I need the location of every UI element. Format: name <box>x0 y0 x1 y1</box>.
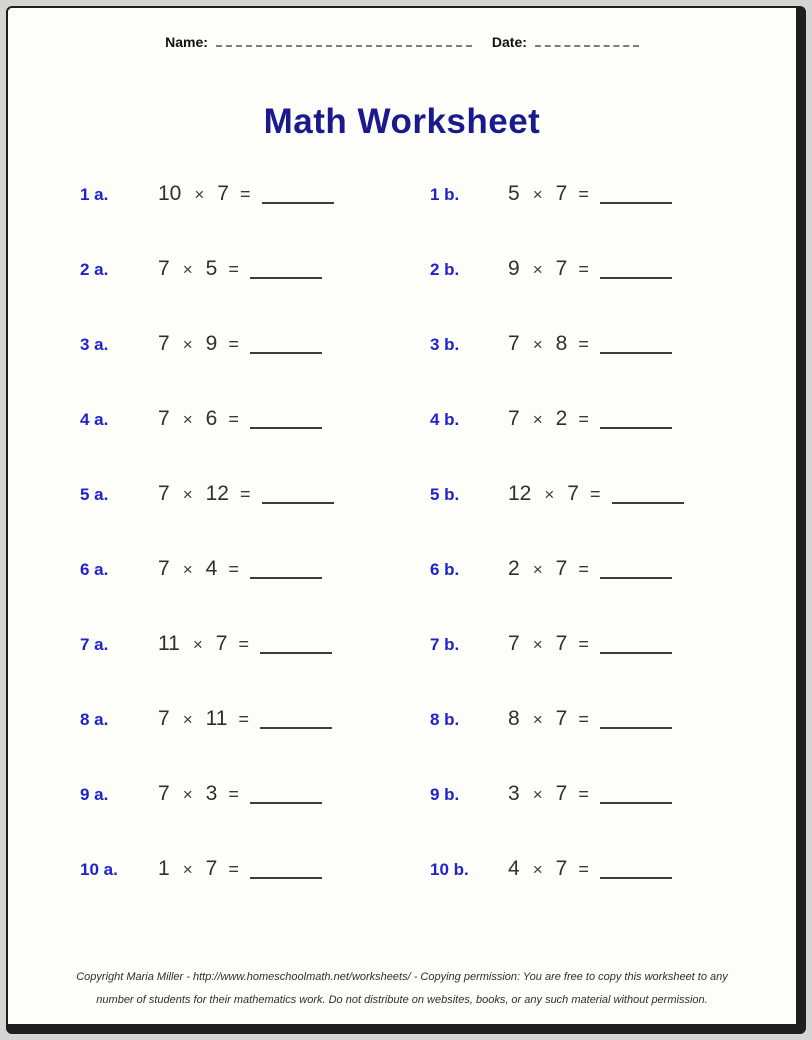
footer-line-2: number of students for their mathematics work. Do not distribute on websites, books, or any such material without permission. <box>96 994 708 1006</box>
times-sign: × <box>182 560 193 579</box>
factor-2: 9 <box>205 332 218 355</box>
times-sign: × <box>532 335 543 354</box>
times-sign: × <box>182 785 193 804</box>
problem-4b <box>402 407 796 482</box>
problem-expression <box>508 557 672 580</box>
problem-10a <box>8 857 402 932</box>
problem-expression <box>158 782 322 805</box>
equals-sign: = <box>578 334 589 354</box>
equals-sign: = <box>239 184 251 204</box>
problem-label: 6 b. <box>430 560 460 579</box>
factor-1: 7 <box>158 407 170 430</box>
problem-2b <box>402 257 796 332</box>
equals-sign: = <box>578 859 589 879</box>
factor-2: 7 <box>555 707 568 730</box>
factor-1: 7 <box>508 407 520 430</box>
problem-label: 8 a. <box>80 710 109 729</box>
problem-expression <box>508 632 672 655</box>
factor-1: 7 <box>158 332 170 355</box>
times-sign: × <box>532 560 543 579</box>
problem-1b <box>402 182 796 257</box>
times-sign: × <box>532 185 543 204</box>
problem-5a <box>8 482 402 557</box>
factor-2: 6 <box>205 407 218 430</box>
problem-expression <box>508 407 672 430</box>
problem-expression <box>508 707 672 730</box>
problem-expression <box>158 707 332 730</box>
problem-7b <box>402 632 796 707</box>
name-fill-line[interactable] <box>216 45 472 47</box>
times-sign: × <box>544 485 555 504</box>
factor-1: 7 <box>158 257 170 280</box>
problem-row <box>8 632 796 707</box>
problem-expression <box>158 632 332 655</box>
factor-2: 7 <box>555 557 568 580</box>
times-sign: × <box>532 785 543 804</box>
problem-row <box>8 182 796 257</box>
equals-sign: = <box>578 709 589 729</box>
factor-2: 7 <box>555 857 568 880</box>
problems-grid <box>8 182 796 932</box>
problem-expression <box>508 857 672 880</box>
problem-row <box>8 482 796 557</box>
equals-sign: = <box>578 184 589 204</box>
problem-10b <box>402 857 796 932</box>
factor-2: 7 <box>555 182 568 205</box>
equals-sign: = <box>228 334 239 354</box>
answer-blank[interactable] <box>600 277 672 279</box>
factor-2: 5 <box>205 257 218 280</box>
problem-label: 7 b. <box>430 635 460 654</box>
answer-blank[interactable] <box>600 577 672 579</box>
problem-label: 2 a. <box>80 260 109 279</box>
equals-sign: = <box>239 484 251 504</box>
problem-label: 9 a. <box>80 785 109 804</box>
problem-row <box>8 257 796 332</box>
factor-1: 7 <box>158 482 170 505</box>
page-title: Math Worksheet <box>263 102 541 141</box>
problem-label: 5 a. <box>80 485 109 504</box>
problem-5b <box>402 482 796 557</box>
factor-1: 1 <box>158 857 170 880</box>
times-sign: × <box>532 410 543 429</box>
problem-6b <box>402 557 796 632</box>
answer-blank[interactable] <box>262 502 334 504</box>
factor-1: 10 <box>158 182 182 205</box>
factor-2: 4 <box>205 557 218 580</box>
factor-1: 7 <box>508 632 520 655</box>
factor-1: 11 <box>158 632 180 655</box>
factor-2: 3 <box>205 782 218 805</box>
problem-label: 10 b. <box>430 860 469 879</box>
factor-2: 11 <box>205 707 228 730</box>
factor-2: 7 <box>555 782 568 805</box>
problem-6a <box>8 557 402 632</box>
problem-label: 8 b. <box>430 710 460 729</box>
problem-label: 6 a. <box>80 560 109 579</box>
equals-sign: = <box>238 709 249 729</box>
times-sign: × <box>182 260 193 279</box>
factor-1: 7 <box>158 557 170 580</box>
problem-8b <box>402 707 796 782</box>
answer-blank[interactable] <box>600 802 672 804</box>
problem-4a <box>8 407 402 482</box>
factor-2: 7 <box>555 632 568 655</box>
times-sign: × <box>182 335 193 354</box>
answer-blank[interactable] <box>600 202 672 204</box>
problem-expression <box>508 782 672 805</box>
factor-1: 12 <box>508 482 532 505</box>
answer-blank[interactable] <box>250 802 322 804</box>
problem-expression <box>158 482 334 505</box>
times-sign: × <box>532 710 543 729</box>
times-sign: × <box>192 635 203 654</box>
times-sign: × <box>532 860 543 879</box>
problem-2a <box>8 257 402 332</box>
times-sign: × <box>182 485 193 504</box>
equals-sign: = <box>578 559 589 579</box>
answer-blank[interactable] <box>600 652 672 654</box>
times-sign: × <box>182 410 193 429</box>
factor-2: 2 <box>555 407 568 430</box>
problem-expression <box>158 332 322 355</box>
factor-2: 7 <box>555 257 568 280</box>
times-sign: × <box>532 260 543 279</box>
answer-blank[interactable] <box>260 727 332 729</box>
equals-sign: = <box>578 259 589 279</box>
times-sign: × <box>194 185 205 204</box>
problem-label: 4 a. <box>80 410 109 429</box>
equals-sign: = <box>578 784 589 804</box>
answer-blank[interactable] <box>250 277 322 279</box>
answer-blank[interactable] <box>600 727 672 729</box>
equals-sign: = <box>228 859 239 879</box>
equals-sign: = <box>578 409 589 429</box>
problem-expression <box>158 257 322 280</box>
problem-expression <box>158 407 322 430</box>
problem-expression <box>508 257 672 280</box>
date-label: Date: <box>491 34 527 50</box>
problem-expression <box>158 857 322 880</box>
problem-expression <box>508 482 684 505</box>
factor-1: 4 <box>508 857 520 880</box>
factor-2: 7 <box>567 482 579 505</box>
name-date-header <box>8 34 796 50</box>
answer-blank[interactable] <box>600 877 672 879</box>
factor-1: 8 <box>508 707 520 730</box>
problem-label: 1 a. <box>80 185 109 204</box>
problem-expression <box>508 332 672 355</box>
equals-sign: = <box>238 634 249 654</box>
problem-label: 9 b. <box>430 785 460 804</box>
problem-7a <box>8 632 402 707</box>
factor-1: 7 <box>158 782 170 805</box>
times-sign: × <box>182 860 193 879</box>
name-label: Name: <box>165 34 208 50</box>
date-fill-line[interactable] <box>535 45 639 47</box>
footer-line-1: Copyright Maria Miller - http://www.homeschoolmath.net/worksheets/ - Copying permission: You are free to copy this worksheet to any <box>76 971 728 983</box>
equals-sign: = <box>578 634 589 654</box>
times-sign: × <box>532 635 543 654</box>
problem-label: 7 a. <box>80 635 109 654</box>
problem-label: 5 b. <box>430 485 460 504</box>
equals-sign: = <box>228 259 239 279</box>
equals-sign: = <box>589 484 601 504</box>
factor-1: 7 <box>508 332 520 355</box>
problem-row <box>8 407 796 482</box>
problem-label: 3 a. <box>80 335 109 354</box>
problem-row <box>8 857 796 932</box>
problem-row <box>8 332 796 407</box>
factor-1: 9 <box>508 257 520 280</box>
answer-blank[interactable] <box>250 352 322 354</box>
times-sign: × <box>182 710 193 729</box>
answer-blank[interactable] <box>250 877 322 879</box>
problem-expression <box>158 557 322 580</box>
problem-label: 2 b. <box>430 260 460 279</box>
answer-blank[interactable] <box>600 427 672 429</box>
problem-3a <box>8 332 402 407</box>
answer-blank[interactable] <box>250 577 322 579</box>
factor-2: 7 <box>215 632 228 655</box>
problem-label: 4 b. <box>430 410 460 429</box>
factor-1: 2 <box>508 557 520 580</box>
problem-9b <box>402 782 796 857</box>
answer-blank[interactable] <box>260 652 332 654</box>
factor-2: 8 <box>555 332 568 355</box>
problem-row <box>8 557 796 632</box>
equals-sign: = <box>228 559 239 579</box>
problem-3b <box>402 332 796 407</box>
problem-row <box>8 782 796 857</box>
problem-9a <box>8 782 402 857</box>
problem-8a <box>8 707 402 782</box>
answer-blank[interactable] <box>250 427 322 429</box>
problem-expression <box>508 182 672 205</box>
factor-2: 7 <box>205 857 218 880</box>
factor-1: 3 <box>508 782 520 805</box>
answer-blank[interactable] <box>262 202 334 204</box>
copyright-footer <box>8 966 796 1012</box>
factor-2: 7 <box>217 182 229 205</box>
factor-1: 7 <box>158 707 170 730</box>
problem-expression <box>158 182 334 205</box>
problem-label: 10 a. <box>80 860 118 879</box>
problem-label: 3 b. <box>430 335 460 354</box>
problem-1a <box>8 182 402 257</box>
problem-row <box>8 707 796 782</box>
answer-blank[interactable] <box>600 352 672 354</box>
answer-blank[interactable] <box>612 502 684 504</box>
factor-2: 12 <box>205 482 229 505</box>
problem-label: 1 b. <box>430 185 460 204</box>
equals-sign: = <box>228 409 239 429</box>
worksheet-page <box>6 6 806 1034</box>
factor-1: 5 <box>508 182 520 205</box>
equals-sign: = <box>228 784 239 804</box>
